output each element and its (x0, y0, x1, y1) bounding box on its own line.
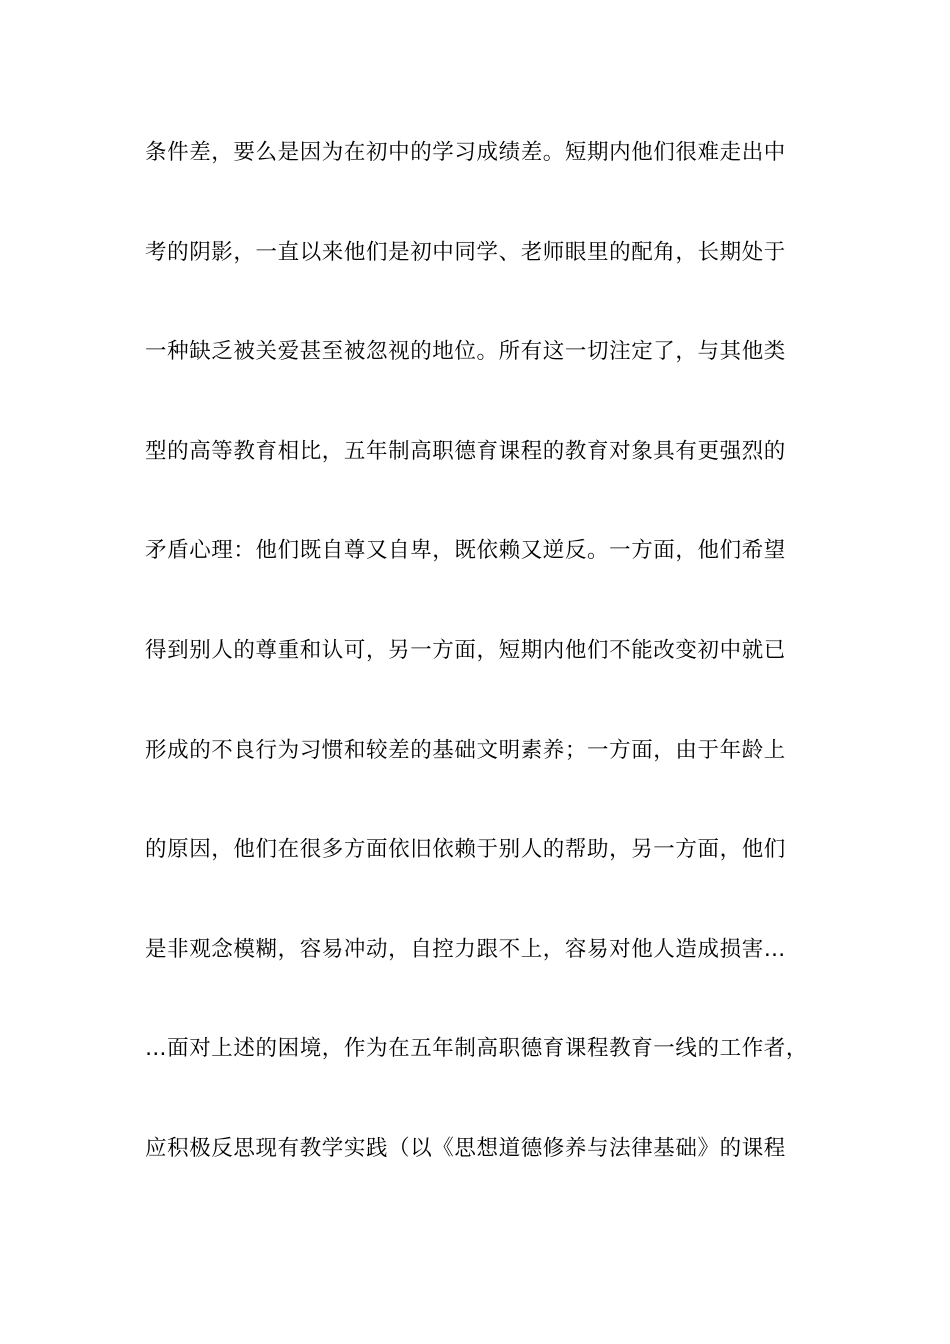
text-line-8: 的原因，他们在很多方面依旧依赖于别人的帮助，另一方面，他们 (145, 837, 786, 863)
text-line-11: 应积极反思现有教学实践（以《思想道德修养与法律基础》的课程 (145, 1135, 786, 1161)
text-line-3: 一种缺乏被关爱甚至被忽视的地位。所有这一切注定了，与其他类 (145, 339, 786, 365)
text-line-1: 条件差，要么是因为在初中的学习成绩差。短期内他们很难走出中 (145, 140, 786, 165)
text-line-5: 矛盾心理：他们既自尊又自卑，既依赖又逆反。一方面，他们希望 (145, 538, 786, 564)
text-line-6: 得到别人的尊重和认可，另一方面，短期内他们不能改变初中就已 (145, 637, 786, 663)
text-line-10: …面对上述的困境，作为在五年制高职德育课程教育一线的工作者， (145, 1036, 809, 1062)
text-line-4: 型的高等教育相比，五年制高职德育课程的教育对象具有更强烈的 (145, 438, 786, 464)
text-line-7: 形成的不良行为习惯和较差的基础文明素养；一方面，由于年龄上 (145, 737, 786, 763)
text-line-2: 考的阴影，一直以来他们是初中同学、老师眼里的配角，长期处于 (145, 239, 786, 265)
text-line-9: 是非观念模糊，容易冲动，自控力跟不上，容易对他人造成损害… (145, 936, 786, 962)
body-text (145, 128, 825, 1224)
